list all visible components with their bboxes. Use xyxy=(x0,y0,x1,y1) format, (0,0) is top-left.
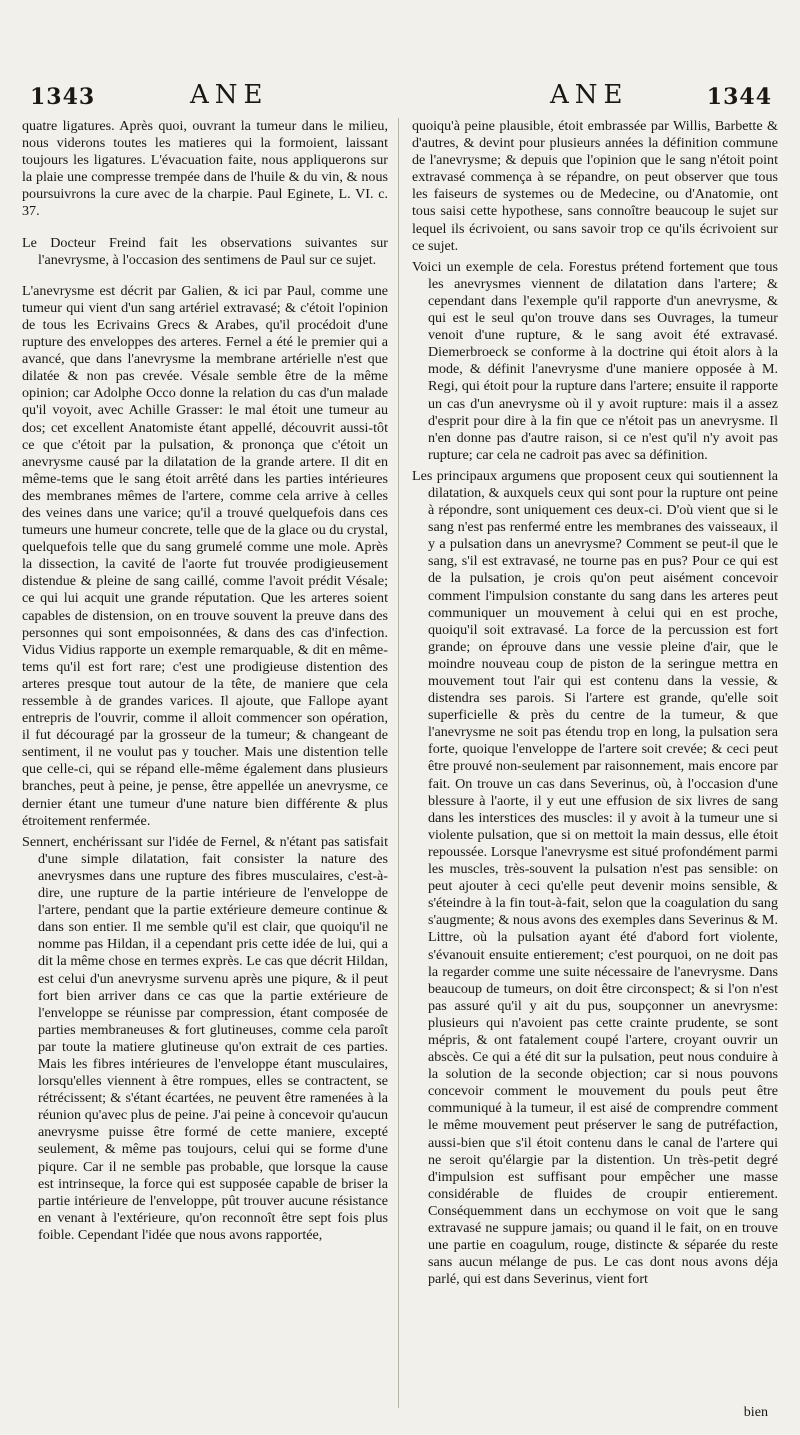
paragraph: Le Docteur Freind fait les observations suivantes sur l'anevrysme, à l'occasion des sentimens de Paul sur ce sujet. xyxy=(22,234,388,268)
paragraph: Les principaux argumens que proposent ceux qui soutiennent la dilatation, & auxquels ceux qui sont pour la rupture ont peine à répondre, sont uniquement ces deux-ci. D'où vient que si le sang n'est pas renfermé entre les membranes des vaisseaux, il y a pulsation dans un anevrysme? Comment se peut-il que le sang, s'il est extravasé, ne tourne pas en pus? Pour ce qui est de la pulsation, je crois qu'on peut aisément concevoir comment l'impulsion constante du sang dans les arteres peut communiquer un mouvement à celui qui en est proche, quoiqu'il soit extravasé. La force de la percussion est fort grande; on éprouve dans une vessie pleine d'air, que le moindre nouveau coup de piston de la seringue mettra en mouvement tout l'air qui est contenu dans la vessie, & distendra ses parois. Si l'artere est grande, qu'elle soit superficielle & près du centre de la tumeur, & que l'anevrysme ne soit pas étendu trop en long, la pulsation sera forte, quoique l'enveloppe de l'artere soit crevée; & ceci peut être prouvé non-seulement par raisonnement, mais encore par fait. On trouve un cas dans Severinus, où, à l'occasion d'une blessure à l'aorte, il y eut une effusion de six livres de sang dans les interstices des muscles: il y avoit à la tumeur une si violente pulsation, que si on mettoit la main dessus, elle étoit repoussée. Lorsque l'anevrysme est situé profondément parmi les muscles, très-souvent la pulsation n'est pas sensible: on peut ajouter à ceci qu'elle peut devenir moins sensible, & s'éteindre à la fin tout-à-fait, selon que la coagulation du sang s'augmente; & nous avons des exemples dans Severinus & M. Littre, où la pulsation ayant été d'abord fort violente, s'évanouit ensuite entierement; c'est pourquoi, on ne doit pas la regarder comme une suite nécessaire de l'anevrysme. Dans beaucoup de tumeurs, on doit être circonspect; & si l'on n'est pas assuré qu'il y ait du pus, soupçonner un anevrysme: plusieurs qui n'avoient pas cette crainte prudente, se sont mépris, & ont fatalement coupé l'artere, croyant ouvrir un abscès. Ce qui a été dit sur la pulsation, peut nous conduire à la solution de la seconde objection; car si nous pouvons concevoir comment le mouvement du pouls peut être communiqué à la tumeur, il est aisé de comprendre comment le même mouvement peut préserver le sang de putréfaction, aussi-bien que s'il étoit contenu dans le canal de l'artere qui ne seroit qu'élargie par la distention. Un très-petit degré d'impulsion est suffisant pour empêcher une masse considérable de fluides de croupir entierement. Conséquemment dans un ecchymose on voit que le sang extravasé ne suppure jamais; ou quand il le fait, on en trouve une partie en coagulum, rouge, distincte & séparée du reste sans aucun mélange de pus. Le cas dont nous avons déja parlé, qui est dans Severinus, vient fort xyxy=(412,467,778,1288)
paragraph: Voici un exemple de cela. Forestus prétend fortement que tous les anevrysmes viennent de dilatation dans l'artere; & cependant dans l'exemple qu'il rapporte d'un anevrysme, & qui est le seul qu'on trouve dans ses Ouvrages, la tumeur venoit d'une rupture, & le sang avoit été extravasé. Diemerbroeck se conforme à la doctrine qui étoit alors à la mode, & définit l'anevrysme d'une maniere opposée à M. Regi, qui étoit pour la rupture dans l'artere; ensuite il rapporte un cas d'un anevrysme où il y avoit rupture: mais il a assez d'esprit pour dire à la fin que ce n'étoit pas un anevrysme. Il n'en donne pas d'autre raison, si ce n'est qu'il n'y avoit pas rupture; car cela ne cadroit pas avec sa définition. xyxy=(412,258,778,463)
paragraph: quatre ligatures. Après quoi, ouvrant la tumeur dans le milieu, nous viderons toutes les matieres qui la formoient, laissant toujours les ligatures. L'évacuation faite, nous appliquerons sur la plaie une compresse trempée dans de l'huile & du vin, & nous poursuivrons la cure avec de la charpie. Paul Eginete, L. VI. c. 37. xyxy=(22,118,388,220)
right-page-number: 1344 xyxy=(706,84,772,110)
left-column xyxy=(22,118,388,1244)
page-header xyxy=(0,80,800,120)
left-running-head: ANE xyxy=(190,80,269,110)
column-divider xyxy=(398,118,399,1408)
right-running-head: ANE xyxy=(550,80,629,110)
paragraph: Sennert, enchérissant sur l'idée de Fernel, & n'étant pas satisfait d'une simple dilatation, fait consister la nature des anevrysmes dans une rupture des fibres musculaires, c'est-à-dire, une rupture de la partie intérieure de l'enveloppe de l'artere, pendant que la partie extérieure demeure continue & dans son entier. Il me semble qu'il est clair, que quoiqu'il ne nomme pas Hildan, il a cependant pris cette idée de lui, qui a dit la même chose en termes exprès. Le cas que décrit Hildan, est celui d'un anevrysme survenu après une piqure, & il peut fort bien arriver dans ce cas que la partie extérieure de l'enveloppe se réunisse par compression, étant composée de parties membraneuses & fort glutineuses, comme cela paroît par toute la matiere glutineuse qu'on extrait de ces parties. Mais les fibres intérieures de l'enveloppe étant musculaires, lorsqu'elles viennent à être rompues, elles se contractent, se rétrécissent; & s'étant écartées, ne peuvent être ramenées à la réunion qu'avec plus de peine. J'ai peine à concevoir qu'aucun anevrysme puisse être formé de cette maniere, excepté seulement, & même pas toujours, celui qui se forme d'une piqure. Car il ne semble pas probable, que lorsque la cause est intrinseque, la force qui est supposée capable de briser la partie intérieure de l'enveloppe, pût trouver aucune résistance en venant à l'extérieure, qu'on reconnoît être sept fois plus foible. Cependant l'idée que nous avons rapportée, xyxy=(22,833,388,1243)
catchword: bien xyxy=(743,1404,768,1420)
left-page-number: 1343 xyxy=(30,84,96,110)
right-column xyxy=(412,118,778,1288)
paragraph: L'anevrysme est décrit par Galien, & ici par Paul, comme une tumeur qui vient d'un sang artériel extravasé; & c'étoit l'opinion de tous les Ecrivains Grecs & Arabes, qu'il procédoit d'une rupture des enveloppes des arteres. Fernel a été le premier qui a avancé, que dans l'anevrysme la membrane artérielle n'est que dilatée & non pas crevée. Vésale semble être de la même opinion; car Adolphe Occo donne la relation du cas d'un malade qu'il voyoit, avec Achille Grasser: le mal étoit une tumeur au dos; cet excellent Anatomiste étant appellé, découvrit aussi-tôt ce que c'étoit par la pulsation, & prononça que c'étoit un anevrysme causé par la dilatation de la grande artere. Il dit en même-tems que le sang étoit arrêté dans les parties intérieures des membranes mêmes de l'artere, comme cela arrive à celles des veines dans une varice; qu'il a trouvé quelquefois dans ces tumeurs une humeur concrete, telle que de la glace ou du crystal, quelquefois telle que du sang grumelé comme une mole. Après la dissection, la cavité de l'aorte fut trouvée prodigieusement distendue & pleine de sang caillé, comme l'avoit prédit Vésale; ce qui lui acquit une grande réputation. Que les arteres soient capables de distension, on en trouve souvent la preuve dans des personnes qui sont empoisonnées, & dans des cas d'infection. Vidus Vidius rapporte un exemple remarquable, & dit en même-tems qu'il est fort rare; c'est une prodigieuse distention des arteres presque tout autour de la tête, de maniere que cela ressemble à de grandes varices. Il ajoute, que Fallope ayant entrepris de l'ouvrir, comme il alloit commencer son opération, il fut découragé par la grosseur de la tumeur; & changeant de sentiment, il ne voulut pas y toucher. Mais une distention telle que celle-ci, qui se répand elle-même également dans plusieurs branches, peut à peine, je pense, être appellée un anevrysme, ce dernier étant une tumeur d'une nature bien différente & plus étroitement renfermée. xyxy=(22,282,388,829)
paragraph: quoiqu'à peine plausible, étoit embrassée par Willis, Barbette & d'autres, & devint pour plusieurs années la définition commune de l'anevrysme; & depuis que l'opinion que le sang n'étoit point extravasé commença à se répandre, on peut observer que tous les faiseurs de systemes ou de Medecine, ou d'Anatomie, ont tous saisi cette hypothese, sans connoître beaucoup le sujet sur lequel ils écrivoient, ou sans savoir trop ce qu'ils écrivoient sur ce sujet. xyxy=(412,118,778,254)
